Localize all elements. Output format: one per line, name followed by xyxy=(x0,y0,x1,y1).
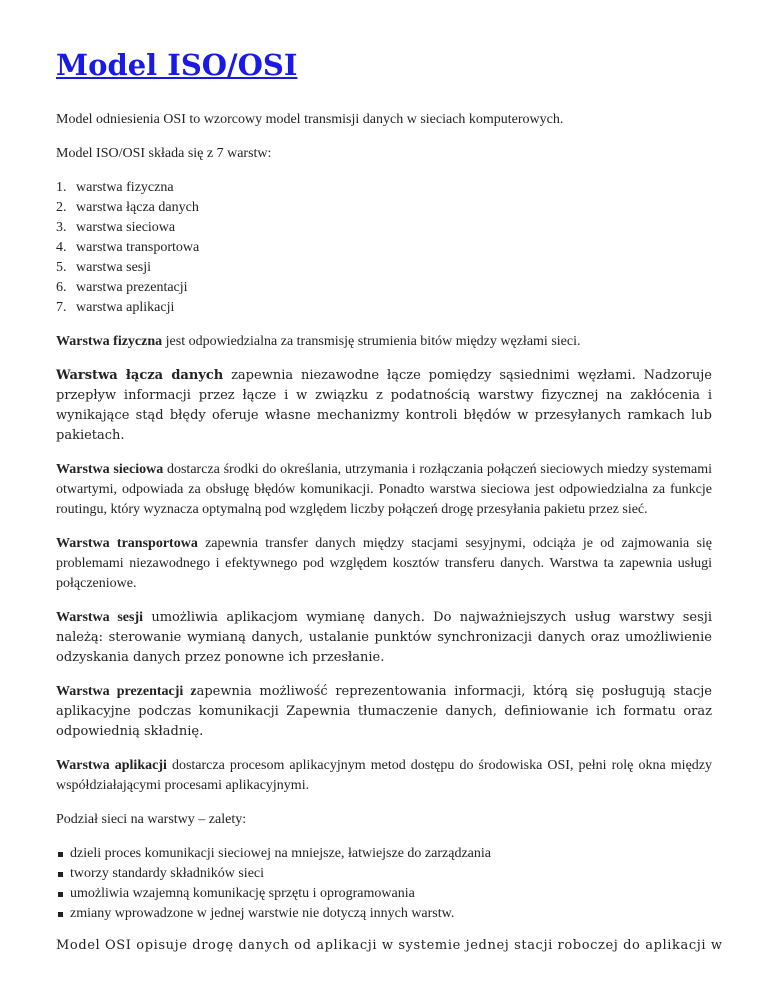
list-item-label: warstwa sieciowa xyxy=(76,220,176,235)
desc-lacza-danych: Warstwa łącza danych zapewnia niezawodne łącze pomiędzy sąsiednimi węzłami. Nadzoruje przepływ informacji przez łącze i w związku z podatnością warstwy fizycznej na zakłócenia i wynikające stąd błędy oferuje własne mechanizmy kontroli błędów w przesyłanych ramkach lub pakietach. xyxy=(56,368,712,443)
desc-aplikacji: Warstwa aplikacji dostarcza procesom aplikacyjnym metod dostępu do środowiska OSI, pełni rolę okna między współdziałającymi procesami aplikacyjnymi. xyxy=(56,758,712,793)
list-item: zmiany wprowadzone w jednej warstwie nie dotyczą innych warstw. xyxy=(56,904,712,924)
list-item-label: warstwa aplikacji xyxy=(76,300,175,315)
list-item: umożliwia wzajemną komunikację sprzętu i oprogramowania xyxy=(56,884,712,904)
bullet-icon xyxy=(58,872,63,877)
list-item-label: warstwa fizyczna xyxy=(76,180,174,195)
bullet-icon xyxy=(58,852,63,857)
list-item: 2. warstwa łącza danych xyxy=(56,198,712,218)
layers-list xyxy=(56,178,712,318)
list-item: 3. warstwa sieciowa xyxy=(56,218,712,238)
advantages-intro: Podział sieci na warstwy – zalety: xyxy=(56,812,247,827)
desc-sieciowa: Warstwa sieciowa dostarcza środki do określania, utrzymania i rozłączania połączeń sieciowych miedzy systemami otwartymi, odpowiada za obsługę błędów komunikacji. Ponadto warstwa sieciowa jest odpowiedzialna za funkcje routingu, który wyznacza optymalną pod względem liczby połączeń drogę przesyłania pakietu przez sieć. xyxy=(56,462,712,517)
desc-prezentacji: Warstwa prezentacji zapewnia możliwość reprezentowania informacji, którą się posługują stacje aplikacyjne podczas komunikacji Zapewnia tłumaczenie danych, definiowanie ich formatu oraz odpowiednią składnię. xyxy=(56,684,712,739)
list-item-label: warstwa sesji xyxy=(76,260,152,275)
list-item: 7. warstwa aplikacji xyxy=(56,298,712,318)
layers-intro: Model ISO/OSI składa się z 7 warstw: xyxy=(56,146,272,161)
page-title xyxy=(56,48,712,82)
advantages-list xyxy=(56,844,712,924)
desc-sesji: Warstwa sesji umożliwia aplikacjom wymianę danych. Do najważniejszych usług warstwy sesji należą: sterowanie wymianą danych, ustalanie punktów synchronizacji danych oraz umożliwienie odzyskania danych przez ponowne ich przesłanie. xyxy=(56,610,712,665)
list-item: 1. warstwa fizyczna xyxy=(56,178,712,198)
list-item: 6. warstwa prezentacji xyxy=(56,278,712,298)
title-link[interactable]: Model ISO/OSI xyxy=(56,48,298,82)
list-item: 5. warstwa sesji xyxy=(56,258,712,278)
desc-transportowa: Warstwa transportowa zapewnia transfer danych między stacjami sesyjnymi, odciąża je od zajmowania się problemami niezawodnego i efektywnego pod względem kosztów transferu danych. Warstwa ta zapewnia usługi połączeniowe. xyxy=(56,536,712,591)
desc-fizyczna: Warstwa fizyczna jest odpowiedzialna za transmisję strumienia bitów między węzłami sieci. xyxy=(56,334,581,349)
intro-paragraph: Model odniesienia OSI to wzorcowy model transmisji danych w sieciach komputerowych. xyxy=(56,112,564,127)
list-item-label: warstwa prezentacji xyxy=(76,280,188,295)
bullet-icon xyxy=(58,912,63,917)
list-item: 4. warstwa transportowa xyxy=(56,238,712,258)
list-item: dzieli proces komunikacji sieciowej na mniejsze, łatwiejsze do zarządzania xyxy=(56,844,712,864)
bullet-icon xyxy=(58,892,63,897)
list-item: tworzy standardy składników sieci xyxy=(56,864,712,884)
list-item-label: warstwa transportowa xyxy=(76,240,200,255)
list-item-label: warstwa łącza danych xyxy=(76,200,199,215)
closing-paragraph: Model OSI opisuje drogę danych od aplikacji w systemie jednej stacji roboczej do aplikacji w xyxy=(56,938,723,953)
